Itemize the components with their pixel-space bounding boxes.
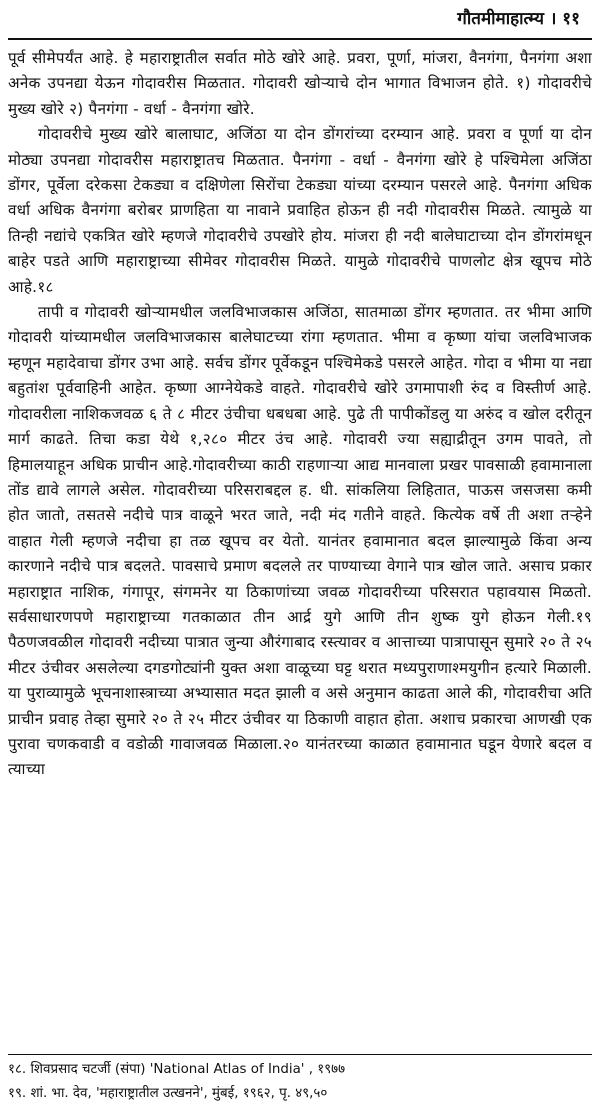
body-text (8, 46, 592, 783)
footnote-18: १८. शिवप्रसाद चटर्जी (संपा) 'National Atlas of India' , १९७७ (8, 1062, 346, 1077)
header-rule (8, 38, 592, 40)
paragraph-1: पूर्व सीमेपर्यंत आहे. हे महाराष्ट्रातील सर्वात मोठे खोरे आहे. प्रवरा, पूर्णा, मांजरा, वैनगंगा, पैनगंगा अशा अनेक उपनद्या येऊन गोदावरीस मिळतात. गोदावरी खोऱ्याचे दोन भागात विभाजन होते. १) गोदावरीचे मुख्य खोरे २) पैनगंगा - वर्धा - वैनगंगा खोरे. (8, 49, 592, 118)
footnote-rule (8, 1054, 592, 1055)
footnotes (8, 1058, 592, 1106)
paragraph-2: गोदावरीचे मुख्य खोरे बालाघाट, अजिंठा या दोन डोंगरांच्या दरम्यान आहे. प्रवरा व पूर्णा या दोन मोठ्या उपनद्या गोदावरीस महाराष्ट्रातच मिळतात. पैनगंगा - वर्धा - वैनगंगा खोरे हे पश्चिमेला अजिंठा डोंगर, पूर्वेला दरेकसा टेकड्या व दक्षिणेला सिरोंचा टेकड्या यांच्या दरम्यान पसरले आहे. पैनगंगा अधिक वर्धा अधिक वैनगंगा बरोबर प्राणहिता या नावाने प्रवाहित होऊन ही नदी गोदावरीस मिळते. त्यामुळे या तिन्ही नद्यांचे एकत्रित खोरे म्हणजे गोदावरीचे उपखोरे होय. मांजरा ही नदी बालेघाटाच्या दोन डोंगरांमधून बाहेर पडते आणि महाराष्ट्राच्या सीमेवर गोदावरीस मिळते. यामुळे गोदावरीचे पाणलोट क्षेत्र खूपच मोठे आहे.१८ (8, 125, 592, 296)
book-page (8, 0, 592, 1107)
running-header: गौतमीमाहात्म्य । ११ (457, 9, 580, 29)
footnote-19: १९. शां. भा. देव, 'महाराष्ट्रातील उत्खनने', मुंबई, १९६२, पृ. ४९,५० (8, 1086, 328, 1101)
paragraph-3: तापी व गोदावरी खोऱ्यामधील जलविभाजकास अजिंठा, सातमाळा डोंगर म्हणतात. तर भीमा आणि गोदावरी यांच्यामधील जलविभाजकास बालेघाटच्या रांगा म्हणतात. भीमा व कृष्णा यांचा जलविभाजक म्हणून महादेवाचा डोंगर उभा आहे. सर्वच डोंगर पूर्वेकडून पश्चिमेकडे पसरले आहेत. गोदा व भीमा या नद्या बहुतांश पूर्ववाहिनी आहेत. कृष्णा आग्नेयेकडे वाहते. गोदावरीचे खोरे उगमापाशी रुंद व विस्तीर्ण आहे. गोदावरीला नाशिकजवळ ६ ते ८ मीटर उंचीचा धबधबा आहे. पुढे ती पापीकोंडलु या अरुंद व खोल दरीतून मार्ग काढते. तिचा कडा येथे १,२८० मीटर उंच आहे. गोदावरी ज्या सह्याद्रीतून उगम पावते, तो हिमालयाहून अधिक प्राचीन आहे.गोदावरीच्या काठी राहणाऱ्या आद्य मानवाला प्रखर पावसाळी हवामानाला तोंड द्यावे लागले असेल. गोदावरीच्या परिसराबद्दल ह. धी. सांकलिया लिहितात, पाऊस जसजसा कमी होत जातो, तसतसे नदीचे पात्र वाळूने भरत जाते, नदी मंद गतीने वाहते. कित्येक वर्षे ती अशा तऱ्हेने वाहात गेली म्हणजे नदीचा हा तळ खूपच वर येतो. यानंतर हवामानात बदल झाल्यामुळे किंवा अन्य कारणाने नदीचे पात्र बदलते. पावसाचे प्रमाण बदलले तर पाण्याच्या वेगाने पात्र खोल जाते. असाच प्रकार महाराष्ट्रात नाशिक, गंगापूर, संगमनेर या ठिकाणांच्या जवळ गोदावरीच्या परिसरात पहावयास मिळतो. सर्वसाधारणपणे महाराष्ट्राच्या गतकाळात तीन आर्द्र युगे आणि तीन शुष्क युगे होऊन गेली.१९ पैठणजवळील गोदावरी नदीच्या पात्रात जुन्या औरंगाबाद रस्त्यावर व आत्ताच्या पात्रापासून सुमारे २० ते २५ मीटर उंचीवर असलेल्या दगडगोट्यांनी युक्त अशा वाळूच्या घट्ट थरात मध्यपुराणाश्मयुगीन हत्यारे मिळाली. या पुराव्यामुळे भूचनाशास्त्राच्या अभ्यासात मदत झाली व असे अनुमान काढता आले की, गोदावरीचा अति प्राचीन प्रवाह तेव्हा सुमारे २० ते २५ मीटर उंचीवर या ठिकाणी वाहात होता. अशाच प्रकारचा आणखी एक पुरावा चणकवाडी व वडोळी गावाजवळ मिळाला.२० यानंतरच्या काळात हवामानात घडून येणारे बदल व त्याच्या (8, 303, 592, 779)
